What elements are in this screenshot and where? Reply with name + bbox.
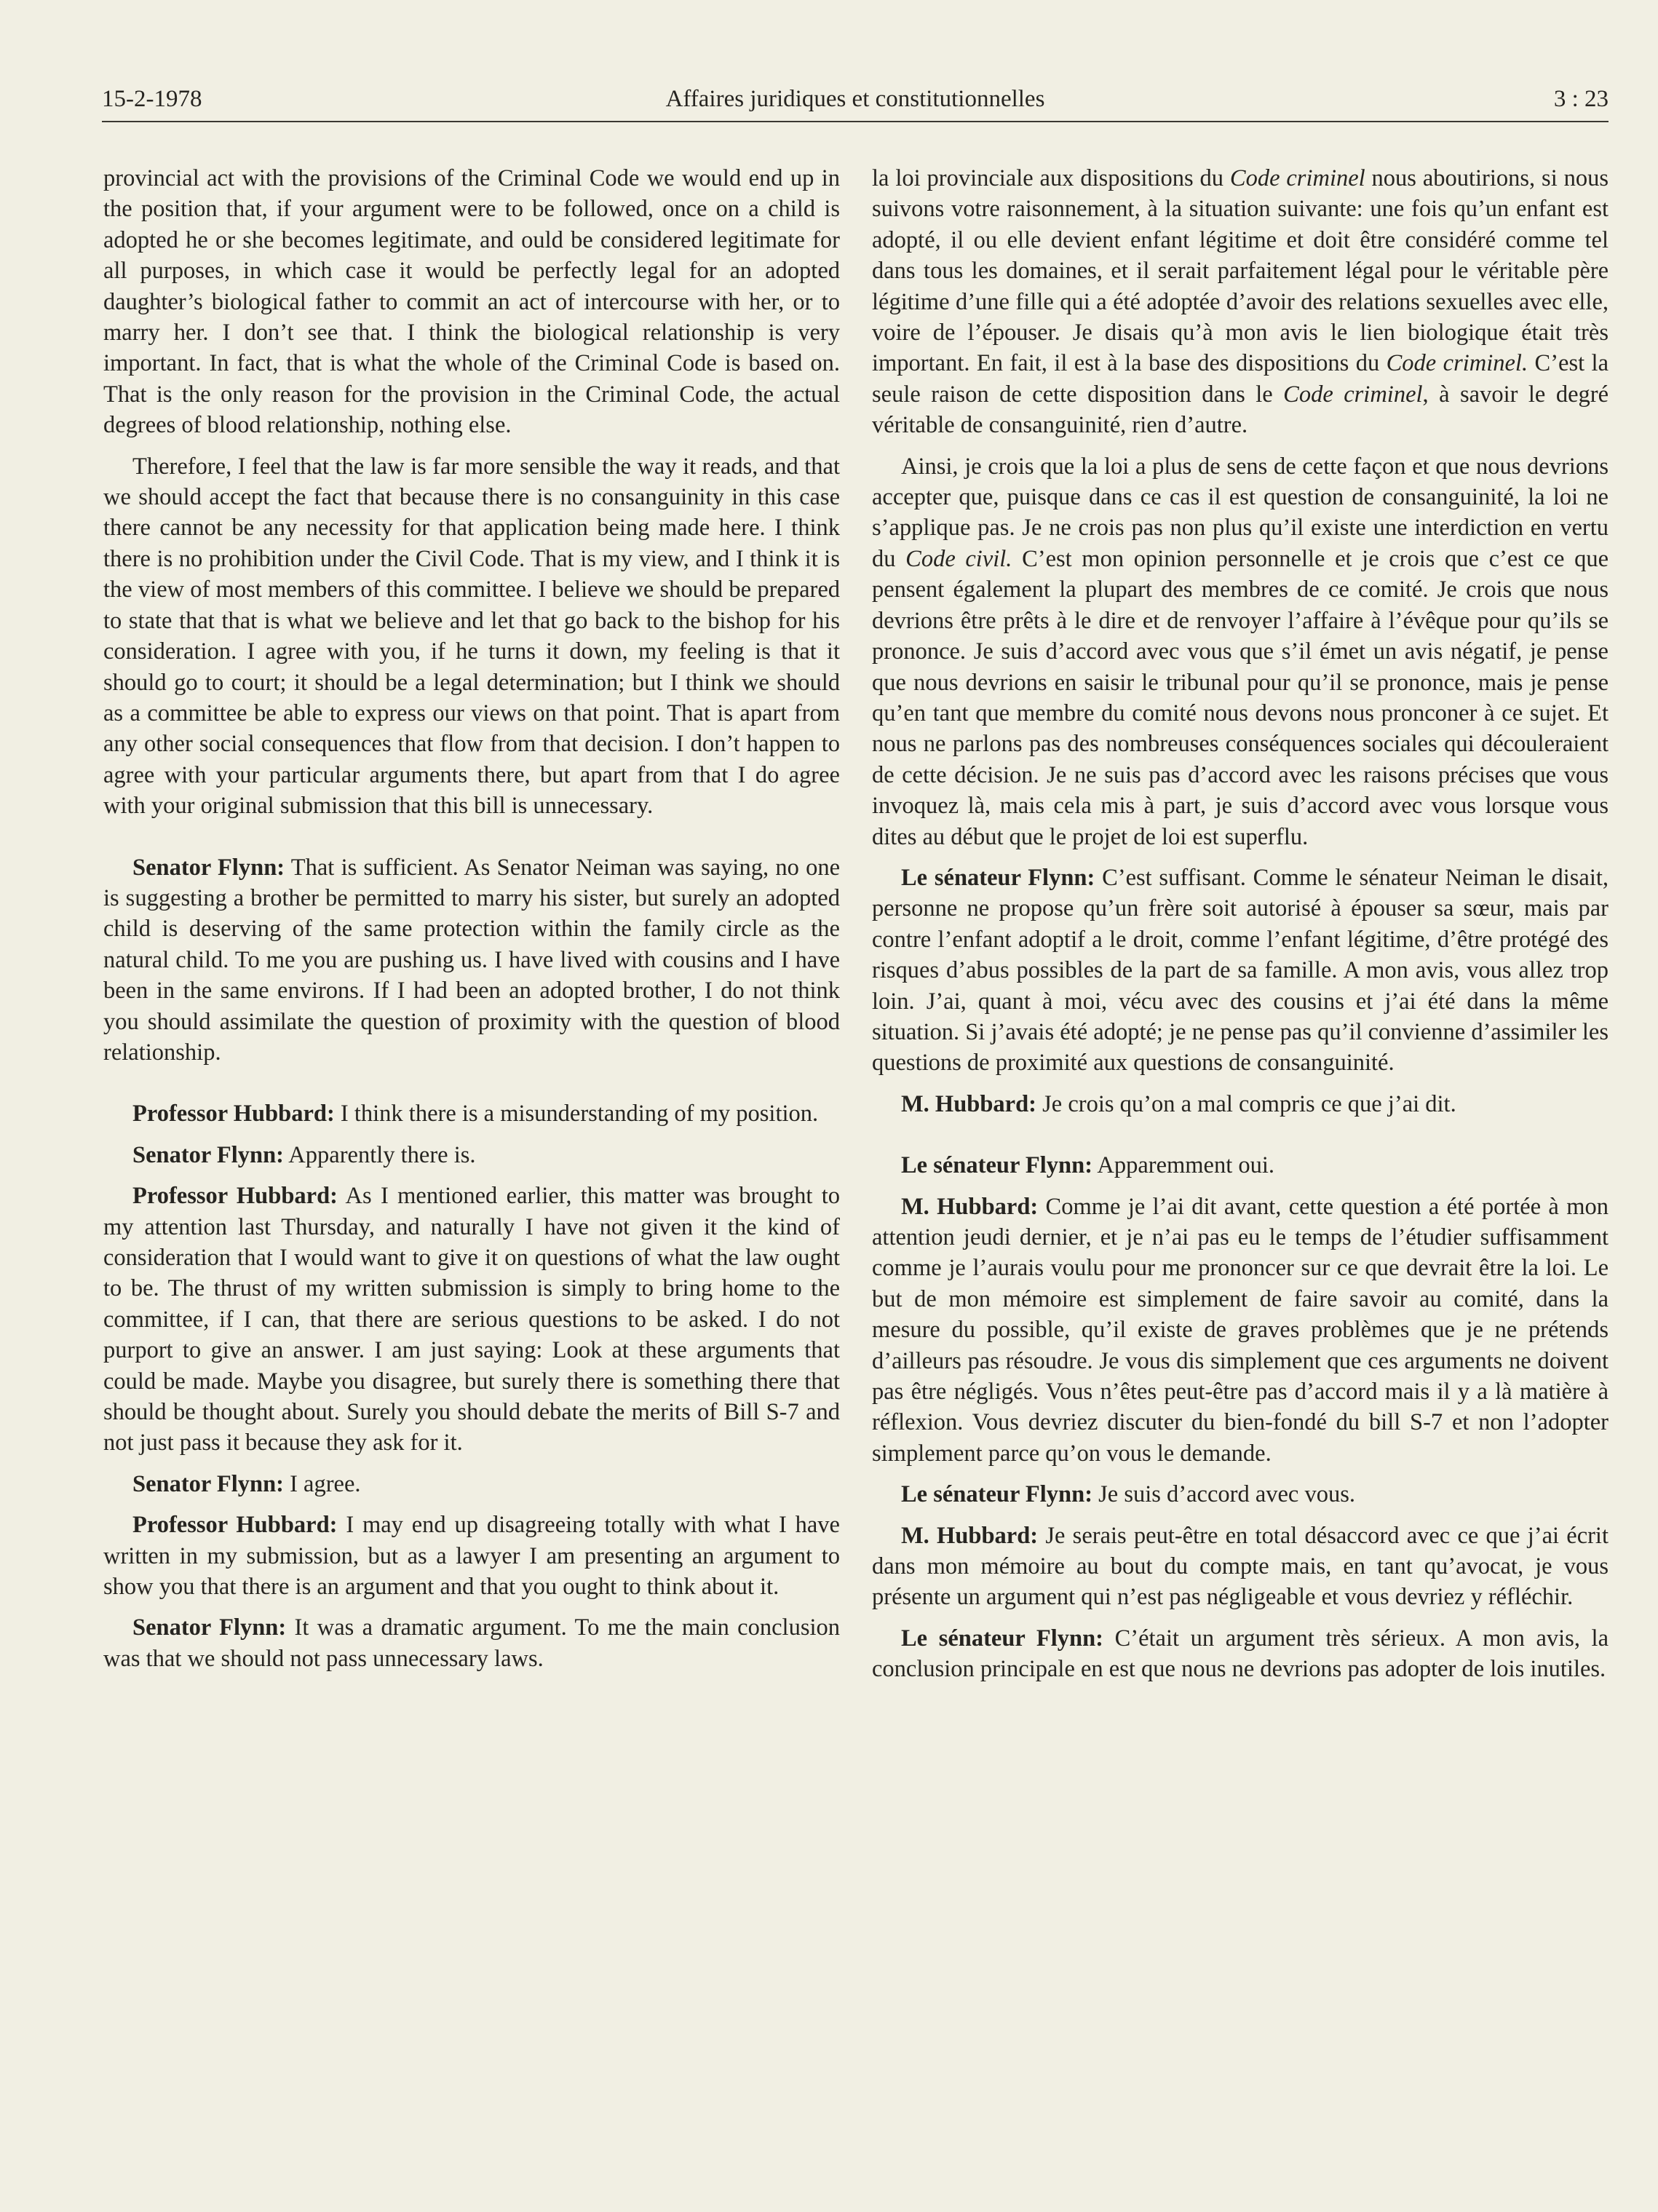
speech: As I mentioned earlier, this matter was brought to my attention last Thursday, and naturally I have not given it the kind of consideration that I would want to give it on questions of what the law ought to be. The thrust of my written submission is simply to bring home to the committee, if I can, that there are serious questions to be asked. I do not purport to give an answer. I am just saying: Look at these arguments that could be made. Maybe you disagree, but surely there is something there that should be thought about. Surely you should debate the merits of Bill S-7 and not just pass it because they ask for it.: [103, 1183, 840, 1456]
paragraph: [103, 852, 840, 1069]
speech: I think there is a misunderstanding of my position.: [334, 1101, 819, 1127]
paragraph: [872, 1521, 1609, 1613]
paragraph: [103, 1612, 840, 1674]
paragraph: [103, 1469, 840, 1499]
italic-text: Code criminel: [1283, 381, 1423, 408]
speaker: M. Hubbard:: [901, 1090, 1037, 1117]
text-run: C’est mon opinion personnelle et je crois que c’est ce que pensent également la plupart des membres de ce comité. Je crois que nous devrions être prêts à le dire et de renvoyer l’affaire à l’évêque pour qu’ils se prononce. Je suis d’accord avec vous que s’il émet un avis négatif, je pense que nous devrions en saisir le tribunal pour qu’il se prononce, mais je pense qu’en tant que membre du comité nous devons nous pronconer à ce sujet. Et nous ne parlons pas des nombreuses conséquences sociales qui découleraient de cette décision. Je ne suis pas d’accord avec les raisons précises que vous invoquez là, mais cela mis à part, je suis d’accord avec vous lorsque vous dites au début que le projet de loi est superflu.: [872, 545, 1609, 850]
speech: Je serais peut-être en total désaccord avec ce que j’ai écrit dans mon mémoire au bout du compte mais, en tant qu’avocat, je vous présente un argument qui n’est pas négligeable et vous devriez y réfléchir.: [872, 1522, 1609, 1611]
paragraph: [872, 163, 1609, 441]
french-column: [872, 163, 1609, 1695]
text-run: Ainsi, je crois que la loi a plus de sens de cette façon et que nous devrions accepter que, puisque dans ce cas il est question de consanguinité, la loi ne s’applique pas. Je ne crois pas non plus qu’il existe une interdiction en vertu du: [872, 453, 1609, 572]
speaker: Senator Flynn:: [132, 1614, 287, 1641]
paragraph: [103, 1140, 840, 1170]
speaker: Le sénateur Flynn:: [901, 1625, 1103, 1652]
header-title: Affaires juridiques et constitutionnelles: [665, 86, 1045, 112]
page-header: [102, 83, 1609, 122]
speaker: M. Hubbard:: [901, 1522, 1039, 1549]
paragraph: [872, 1623, 1609, 1685]
speech: Comme je l’ai dit avant, cette question a été portée à mon attention jeudi dernier, et je n’ai pas eu le temps de l’étudier suffisamment comme je l’aurais voulu pour me prononcer sur ce que devrait être la loi. Le but de mon mémoire est simplement de faire savoir au comité, dans la mesure du possible, qu’il existe de graves problèmes que je ne prétends d’ailleurs pas résoudre. Je vous dis simplement que ces arguments ne doivent pas être négligés. Vous n’êtes peut-être pas d’accord mais il y a là matière à réflexion. Vous devriez discuter du bien-fondé du bill S-7 et non l’adopter simplement parce qu’on vous le demande.: [872, 1193, 1609, 1467]
speech: I may end up disagreeing totally with what I have written in my submission, but as a lawyer I am presenting an argument to show you that there is an argument and that you ought to think about it.: [103, 1512, 840, 1601]
header-date: 15-2-1978: [102, 86, 202, 112]
english-column: [103, 163, 840, 1684]
paragraph: [103, 1098, 840, 1129]
speech: That is sufficient. As Senator Neiman was saying, no one is suggesting a brother be permitted to marry his sister, but surely an adopted child is deserving of the same protection within the family circle as the natural child. To me you are pushing us. I have lived with cousins and I have been in the same environs. If I had been an adopted brother, I do not think you should assimilate the question of proximity with the question of blood relationship.: [103, 854, 840, 1066]
paragraph: [103, 1510, 840, 1602]
speaker: Professor Hubbard:: [132, 1183, 338, 1210]
speaker: Le sénateur Flynn:: [901, 1152, 1093, 1179]
text-run: la loi provinciale aux dispositions du: [872, 165, 1230, 191]
text-run: nous aboutirions, si nous suivons votre raisonnement, à la situation suivante: une fois qu’un enfant est adopté, il ou elle devient enfant légitime et doit être considéré comme tel dans tous les domaines, et il serait parfaitement légal pour le véritable père légitime d’une fille qui a été adoptée d’avoir des relations sexuelles avec elle, voire de l’épouser. Je disais qu’à mon avis le lien biologique était très important. En fait, il est à la base des dispositions du: [872, 165, 1609, 377]
speaker: M. Hubbard:: [901, 1193, 1039, 1220]
speech: I agree.: [283, 1470, 361, 1497]
paragraph: [872, 1089, 1609, 1119]
speech: Je crois qu’on a mal compris ce que j’ai dit.: [1036, 1090, 1456, 1117]
italic-text: Code criminel.: [1386, 350, 1528, 377]
paragraph: provincial act with the provisions of the Criminal Code we would end up in the position that, if your argument were to be followed, once on a child is adopted he or she becomes legitimate, and ould be considered legitimate for all purposes, in which case it would be perfectly legal for an adopted daughter’s biological father to commit an act of intercourse with her, or to marry her. I don’t see that. I think the biological relationship is very important. In fact, that is what the whole of the Criminal Code is based on. That is the only reason for the provision in the Criminal Code, the actual degrees of blood relationship, nothing else.: [103, 165, 840, 439]
speech: Je suis d’accord avec vous.: [1092, 1481, 1356, 1508]
speech: Apparently there is.: [283, 1141, 476, 1168]
speaker: Professor Hubbard:: [132, 1512, 338, 1539]
italic-text: Code civil.: [905, 545, 1012, 572]
speaker: Senator Flynn:: [132, 854, 285, 881]
paragraph: [872, 1150, 1609, 1181]
speaker: Le sénateur Flynn:: [901, 864, 1095, 891]
paragraph: [872, 1192, 1609, 1470]
speech: C’était un argument très sérieux. A mon avis, la conclusion principale en est que nous ne devrions pas adopter de lois inutiles.: [872, 1625, 1609, 1683]
italic-text: Code criminel: [1229, 165, 1365, 191]
text-run: , à savoir le degré véritable de consanguinité, rien d’autre.: [872, 381, 1609, 439]
speaker: Le sénateur Flynn:: [901, 1481, 1093, 1508]
header-page-number: 3 : 23: [1553, 86, 1609, 112]
speech: It was a dramatic argument. To me the main conclusion was that we should not pass unnecessary laws.: [103, 1614, 840, 1672]
speaker: Senator Flynn:: [132, 1470, 284, 1497]
paragraph: [872, 451, 1609, 852]
paragraph: [103, 1181, 840, 1459]
speech: Apparemment oui.: [1092, 1152, 1275, 1179]
paragraph: [872, 1479, 1609, 1510]
speaker: Senator Flynn:: [132, 1141, 284, 1168]
paragraph: [872, 863, 1609, 1079]
text-run: C’est la seule raison de cette disposition dans le: [872, 350, 1609, 408]
paragraph: Therefore, I feel that the law is far more sensible the way it reads, and that we should accept the fact that because there is no consanguinity in this case there cannot be any necessity for that application being made here. I think there is no prohibition under the Civil Code. That is my view, and I think it is the view of most members of this committee. I believe we should be prepared to state that that is what we believe and let that go back to the bishop for his consideration. I agree with you, if he turns it down, my feeling is that it should go to court; it should be a legal determination; but I think we should as a committee be able to express our views on that point. That is apart from any other social consequences that flow from that decision. I don’t happen to agree with your particular arguments there, but apart from that I do agree with your original submission that this bill is unnecessary.: [103, 453, 840, 820]
speaker: Professor Hubbard:: [132, 1101, 335, 1127]
speech: C’est suffisant. Comme le sénateur Neiman le disait, personne ne propose qu’un frère soit autorisé à épouser sa sœur, mais par contre l’enfant adoptif a le droit, comme l’enfant légitime, d’être protégé des risques d’abus possibles de la part de sa famille. A mon avis, vous allez trop loin. J’ai, quant à moi, vécu avec des cousins et j’ai été dans la même situation. Si j’avais été adopté; je ne pense pas qu’il convienne d’assimiler les questions de proximité aux questions de consanguinité.: [872, 864, 1609, 1077]
